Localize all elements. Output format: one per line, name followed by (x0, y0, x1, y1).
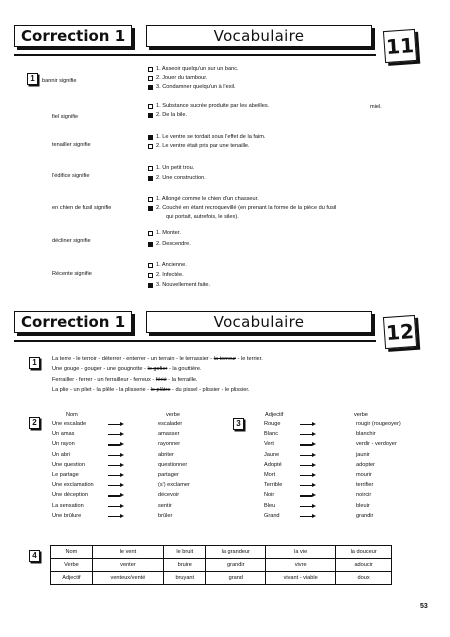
pair-source-word: La sensation (52, 502, 84, 509)
arrow-right-icon (300, 442, 316, 447)
table-row (51, 546, 392, 559)
page-number: 53 (420, 603, 428, 610)
table-cell: la vie (266, 546, 336, 559)
header-rule-11 (14, 54, 376, 56)
pair-target-verb: grandir (356, 512, 374, 519)
table-cell: la grandeur (206, 546, 266, 559)
exercise-badge-11-1: 1 (27, 73, 38, 85)
checkbox-checked-icon[interactable] (148, 206, 153, 211)
option[interactable]: 1. Monter. (148, 230, 181, 236)
checkbox-empty-icon[interactable] (148, 166, 153, 171)
word-family-line: Une gouge - gouger - une gougnotte - le gofier - la gouttière. (52, 366, 202, 372)
pair-target-verb: blanchir (356, 431, 376, 438)
arrow-right-icon (300, 473, 316, 478)
pair-target-verb: mourir (356, 472, 372, 478)
column-head-nom: Nom (66, 412, 78, 418)
option[interactable]: 3. Nouvellement faite. (148, 282, 210, 288)
correction-header-12: Correction 1 (14, 311, 132, 333)
arrow-right-icon (108, 473, 124, 478)
item-label: l'édifice signifie (52, 173, 90, 179)
pair-source-word: Grand (264, 512, 280, 519)
option[interactable]: 2. De la bile. (148, 112, 187, 118)
word-family-line: La plie - un pliet - la plêle - la plisserie - le plâtre - du pissel - plissier - le plissier. (52, 387, 250, 393)
option[interactable]: 2. Infectée. (148, 272, 184, 278)
option[interactable]: 1. Substance sucrée produite par les abeilles. (148, 103, 269, 109)
option[interactable]: 2. Une construction. (148, 175, 206, 181)
item-label: tenailler signifie (52, 142, 91, 148)
pair-target-verb: rayonner (158, 441, 181, 448)
table-cell: le bruit (164, 546, 206, 559)
table-cell: bruire (164, 559, 206, 572)
checkbox-empty-icon[interactable] (148, 263, 153, 268)
table-cell: adoucir (336, 559, 392, 572)
pair-source-word: Un abri (52, 451, 71, 458)
table-cell: venter (92, 559, 163, 572)
option[interactable]: 1. Asseoir quelqu'un sur un banc. (148, 66, 239, 72)
exercise-badge-12-1: 1 (29, 357, 40, 369)
table-cell: la douceur (336, 546, 392, 559)
table-row (51, 559, 392, 572)
checkbox-checked-icon[interactable] (148, 176, 153, 181)
arrow-right-icon (300, 504, 316, 509)
column-head-verbe: verbe (354, 412, 368, 418)
pair-source-word: Rouge (264, 421, 281, 427)
correction-header-11: Correction 1 (14, 25, 132, 47)
pair-source-word: Une question (52, 461, 85, 468)
table-cell: doux (336, 572, 392, 585)
pair-target-verb: brûler (158, 512, 173, 519)
option[interactable]: 2. Descendre. (148, 241, 191, 247)
option[interactable]: 2. Couché en étant recroquevillé (en prenant la forme de la pièce du fusil (148, 205, 336, 211)
pair-target-verb: partager (158, 472, 179, 478)
arrow-right-icon (108, 422, 124, 427)
arrow-right-icon (300, 493, 316, 498)
pair-source-word: Une escalade (52, 421, 87, 427)
arrow-right-icon (108, 504, 124, 509)
table-cell: grandir (206, 559, 266, 572)
pair-source-word: Le partage (52, 472, 79, 478)
pair-target-verb: noircir (356, 492, 372, 499)
item-label: fiel signifie (52, 114, 79, 120)
pair-source-word: Jaune (264, 451, 280, 458)
pair-source-word: Une exclamation (52, 482, 94, 489)
table-cell: Verbe (51, 559, 93, 572)
pair-target-verb: questionner (158, 461, 188, 468)
exercise-badge-12-4: 4 (29, 550, 40, 562)
checkbox-empty-icon[interactable] (148, 76, 153, 81)
extra-word: miel. (370, 104, 382, 110)
pair-target-verb: sentir (158, 502, 172, 509)
arrow-right-icon (108, 493, 124, 498)
arrow-right-icon (108, 483, 124, 488)
pair-source-word: Noir (264, 492, 275, 499)
pair-target-verb: rougir (rougeoyer) (356, 421, 401, 427)
pair-target-verb: bleuir (356, 502, 370, 509)
pair-source-word: Une déception (52, 492, 89, 499)
arrow-right-icon (300, 422, 316, 427)
pair-source-word: Un rayon (52, 441, 75, 448)
arrow-right-icon (108, 432, 124, 437)
checkbox-checked-icon[interactable] (148, 113, 153, 118)
checkbox-empty-icon[interactable] (148, 197, 153, 202)
column-head-adjectif: Adjectif (265, 412, 284, 418)
table-cell: grand (206, 572, 266, 585)
item-label: décliner signifie (52, 238, 91, 244)
arrow-right-icon (300, 453, 316, 458)
checkbox-empty-icon[interactable] (148, 67, 153, 72)
item-label: en chien de fusil signifie (52, 205, 112, 211)
option[interactable]: 1. Ancienne. (148, 262, 187, 268)
table-cell: Adjectif (51, 572, 93, 585)
pair-target-verb: jaunir (356, 451, 370, 458)
column-head-verbe: verbe (166, 412, 180, 418)
pair-source-word: Terrible (264, 482, 283, 489)
pair-source-word: Une brûlure (52, 512, 82, 519)
exercise-badge-12-3: 3 (233, 418, 244, 430)
exercise-number-11: 11 (383, 29, 417, 63)
pair-target-verb: verdir - verdoyer (356, 441, 397, 448)
option[interactable]: 1. Le ventre se tordait sous l'effet de la faim. (148, 134, 265, 140)
checkbox-empty-icon[interactable] (148, 104, 153, 109)
checkbox-empty-icon[interactable] (148, 144, 153, 149)
table-cell: venteux/venté (92, 572, 163, 585)
option[interactable]: 2. Le ventre était pris par une tenaille. (148, 143, 250, 149)
pair-target-verb: décevoir (158, 492, 180, 499)
pair-target-verb: adopter (356, 461, 375, 468)
checkbox-checked-icon[interactable] (148, 135, 153, 140)
arrow-right-icon (300, 514, 316, 519)
option[interactable]: 3. Condamner quelqu'un à l'exil. (148, 84, 236, 90)
header-rule-12 (14, 340, 376, 342)
item-label: bannir signifie (42, 78, 77, 84)
pair-target-verb: amasser (158, 431, 180, 438)
arrow-right-icon (300, 463, 316, 468)
table-cell: vivre (266, 559, 336, 572)
table-row (51, 572, 392, 585)
option[interactable]: 1. Un petit trou. (148, 165, 194, 171)
checkbox-checked-icon[interactable] (148, 85, 153, 90)
table-cell: bruyant (164, 572, 206, 585)
exercise-number-12: 12 (383, 315, 417, 349)
pair-target-verb: terrifier (356, 482, 374, 489)
exercise-badge-12-2: 2 (29, 417, 40, 429)
arrow-right-icon (108, 442, 124, 447)
pair-source-word: Blanc (264, 431, 278, 438)
pair-source-word: Un amas (52, 431, 75, 438)
vocabulaire-header-12: Vocabulaire (146, 311, 372, 333)
arrow-right-icon (108, 514, 124, 519)
word-family-line: Ferrailler - ferrer - un ferrailleur - ferreux - férié - la ferraille. (52, 377, 198, 383)
table-cell: Nom (51, 546, 93, 559)
table-cell: vivant - viable (266, 572, 336, 585)
pair-target-verb: abriter (158, 451, 174, 458)
vocabulaire-header-11: Vocabulaire (146, 25, 372, 47)
arrow-right-icon (108, 463, 124, 468)
checkbox-empty-icon[interactable] (148, 231, 153, 236)
word-family-line: La terre - le terroir - déterrer - enterrer - un terrain - le terrassier - la terreur - le terrier. (52, 356, 263, 362)
item-label: Récente signifie (52, 271, 92, 277)
pair-source-word: Vert (264, 441, 274, 448)
checkbox-checked-icon[interactable] (148, 283, 153, 288)
checkbox-empty-icon[interactable] (148, 273, 153, 278)
table-cell: le vent (92, 546, 163, 559)
option[interactable]: 1. Allongé comme le chien d'un chasseur. (148, 196, 259, 202)
pair-source-word: Mort (264, 472, 276, 478)
pair-source-word: Adopté (264, 461, 282, 468)
pair-source-word: Bleu (264, 502, 276, 509)
arrow-right-icon (300, 432, 316, 437)
arrow-right-icon (108, 453, 124, 458)
pair-target-verb: (s') exclamer (158, 482, 190, 489)
option-continuation: qui portait, autrefois, le silex). (166, 214, 239, 220)
option[interactable]: 2. Jouer du tambour. (148, 75, 207, 81)
pair-target-verb: escalader (158, 421, 183, 427)
word-table (50, 545, 392, 585)
checkbox-checked-icon[interactable] (148, 242, 153, 247)
arrow-right-icon (300, 483, 316, 488)
